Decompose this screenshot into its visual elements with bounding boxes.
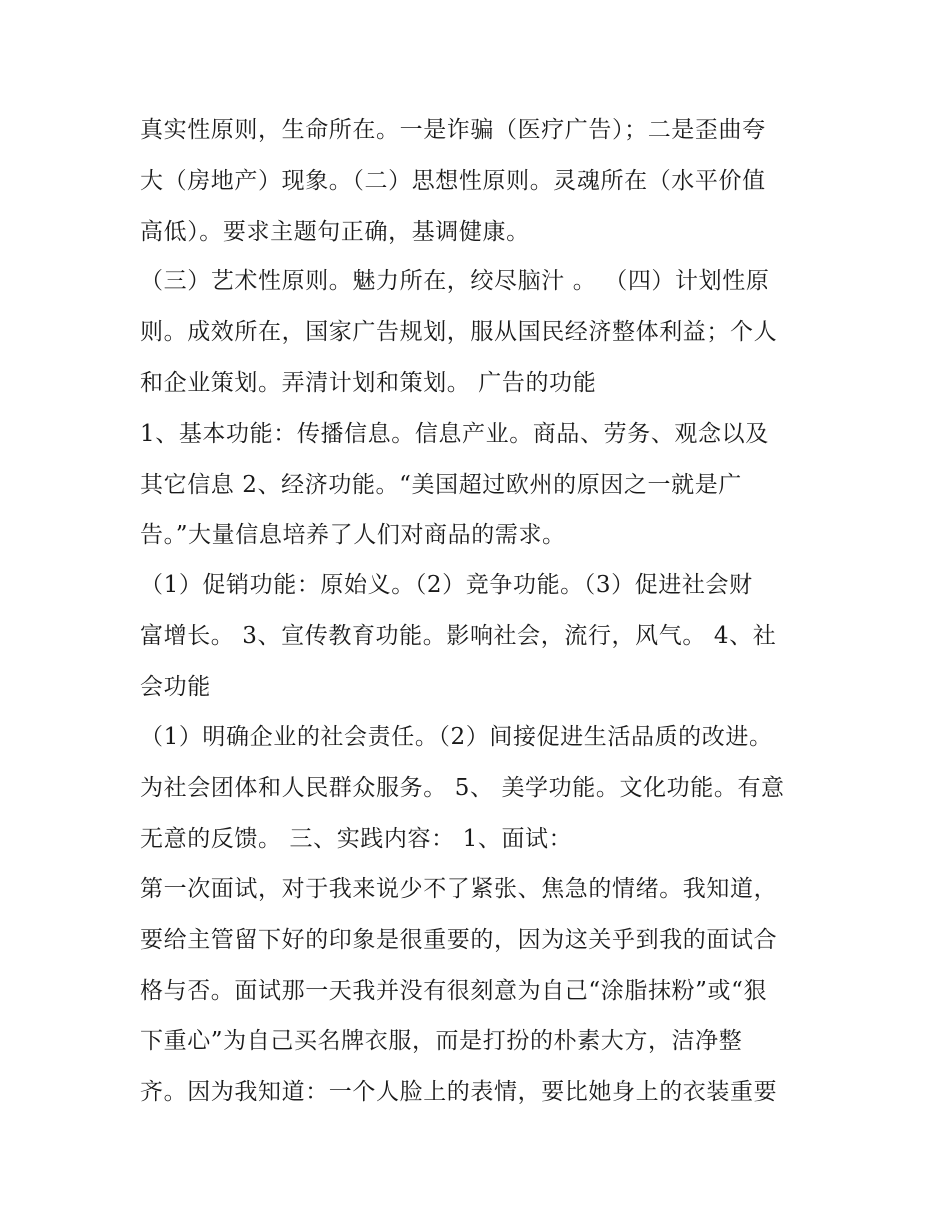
text-line: 告。”大量信息培养了人们对商品的需求。 bbox=[140, 522, 566, 548]
text-line: 第一次面试，对于我来说少不了紧张、焦急的情绪。我知道， bbox=[140, 876, 778, 902]
text-line: 下重心”为自己买名牌衣服，而是打扮的朴素大方，洁净整 bbox=[140, 1028, 743, 1054]
text-line: 为社会团体和人民群众服务。 5、 美学功能。文化功能。有意 bbox=[140, 775, 785, 801]
text-line: 则。成效所在，国家广告规划，服从国民经济整体利益；个人 bbox=[140, 319, 778, 345]
text-line: （三）艺术性原则。魅力所在，绞尽脑汁 。 （四）计划性原 bbox=[140, 268, 770, 294]
text-line: 大（房地产）现象。（二）思想性原则。灵魂所在（水平价值 bbox=[140, 168, 766, 194]
text-line: 要给主管留下好的印象是很重要的，因为这关乎到我的面试合 bbox=[140, 927, 778, 953]
text-line: 齐。因为我知道：一个人脸上的表情，要比她身上的衣装重要 bbox=[140, 1079, 778, 1105]
text-line: 格与否。面试那一天我并没有很刻意为自己“涂脂抹粉”或“狠 bbox=[140, 978, 768, 1004]
text-line: 1、基本功能：传播信息。信息产业。商品、劳务、观念以及 bbox=[140, 421, 769, 447]
text-line: 富增长。 3、宣传教育功能。影响社会，流行，风气。 4、社 bbox=[140, 623, 777, 649]
text-line: （1）促销功能：原始义。（2）竞争功能。（3）促进社会财 bbox=[140, 572, 753, 598]
text-line: 和企业策划。弄清计划和策划。 广告的功能 bbox=[140, 370, 597, 396]
text-line: （1）明确企业的社会责任。（2）间接促进生活品质的改进。 bbox=[140, 724, 773, 750]
text-line: 高低）。要求主题句正确，基调健康。 bbox=[140, 219, 530, 245]
text-line: 会功能 bbox=[140, 674, 211, 700]
text-line: 其它信息 2、经济功能。“美国超过欧州的原因之一就是广 bbox=[140, 472, 742, 498]
text-line: 真实性原则，生命所在。一是诈骗（医疗广告）；二是歪曲夸 bbox=[140, 117, 766, 143]
text-line: 无意的反馈。 三、实践内容： 1、面试： bbox=[140, 826, 573, 852]
